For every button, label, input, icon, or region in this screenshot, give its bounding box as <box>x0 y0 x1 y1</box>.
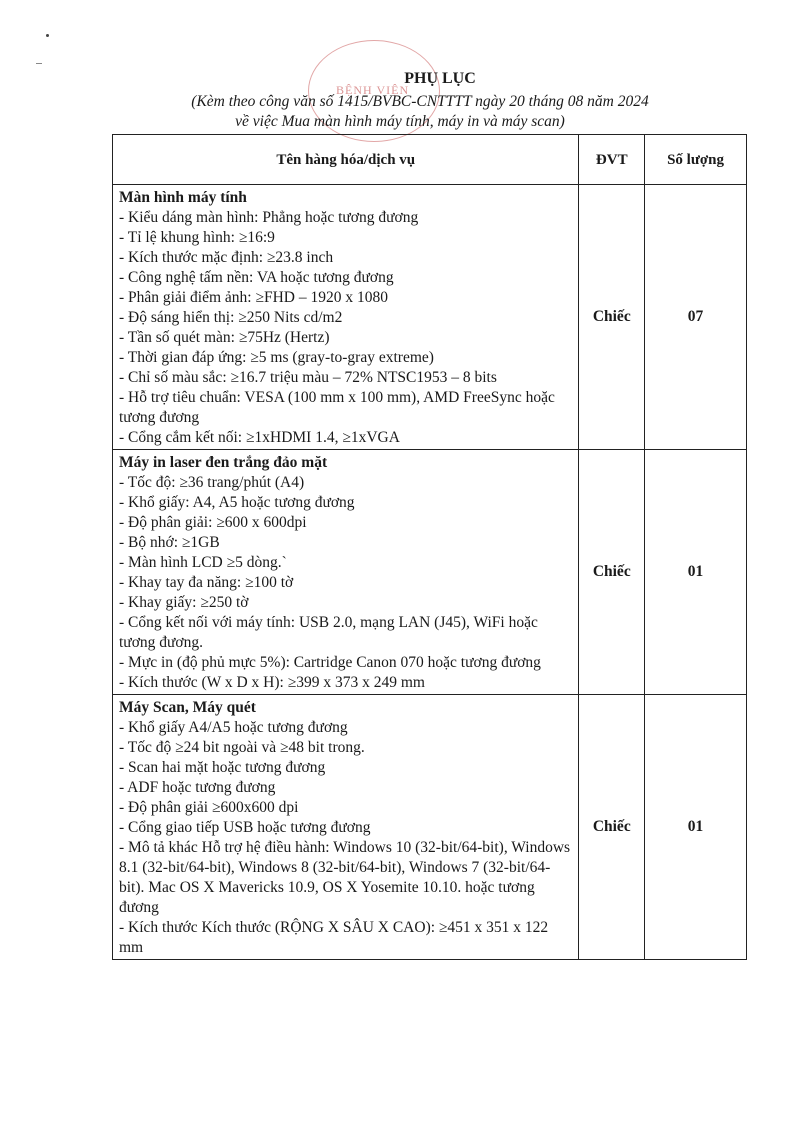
table-row <box>113 450 747 695</box>
quantity-cell: 07 <box>645 185 747 450</box>
spec-line: - Cổng cắm kết nối: ≥1xHDMI 1.4, ≥1xVGA <box>119 429 400 446</box>
page-title: PHỤ LỤC <box>404 70 476 87</box>
item-description <box>113 695 579 960</box>
unit-cell: Chiếc <box>579 695 645 960</box>
spec-line: - Kích thước (W x D x H): ≥399 x 373 x 249 mm <box>119 674 425 691</box>
table-header-row <box>113 135 747 185</box>
spec-line: - Cổng giao tiếp USB hoặc tương đương <box>119 819 371 836</box>
spec-line: - Scan hai mặt hoặc tương đương <box>119 759 326 776</box>
goods-table <box>112 134 747 960</box>
item-title: Máy in laser đen trắng đảo mặt <box>119 454 328 471</box>
spec-line: - Độ phân giải: ≥600 x 600dpi <box>119 514 307 531</box>
spec-line: - Công nghệ tấm nền: VA hoặc tương đương <box>119 269 394 286</box>
spec-line: - Kích thước Kích thước (RỘNG X SÂU X CAO): ≥451 x 351 x 122 mm <box>119 919 549 956</box>
spec-line: - Màn hình LCD ≥5 dòng.` <box>119 554 287 571</box>
table-row <box>113 695 747 960</box>
spec-line: - Phân giải điểm ảnh: ≥FHD – 1920 x 1080 <box>119 289 388 306</box>
spec-line: - Tỉ lệ khung hình: ≥16:9 <box>119 229 275 246</box>
spec-line: - Khổ giấy A4/A5 hoặc tương đương <box>119 719 348 736</box>
spec-line: - ADF hoặc tương đương <box>119 779 276 796</box>
spec-line: - Bộ nhớ: ≥1GB <box>119 534 220 551</box>
spec-line: - Tốc độ ≥24 bit ngoài và ≥48 bit trong. <box>119 739 365 756</box>
spec-line: - Khay giấy: ≥250 tờ <box>119 594 249 611</box>
header-goods-name: Tên hàng hóa/dịch vụ <box>113 135 579 185</box>
item-title: Màn hình máy tính <box>119 189 247 206</box>
spec-line: - Mực in (độ phủ mực 5%): Cartridge Canon 070 hoặc tương đương <box>119 654 541 671</box>
scan-speck <box>46 34 49 37</box>
item-title: Máy Scan, Máy quét <box>119 699 256 716</box>
subtitle-line-1: (Kèm theo công văn số 1415/BVBC-CNTTTT ngày 20 tháng 08 năm 2024 <box>191 93 649 110</box>
spec-line: - Độ sáng hiển thị: ≥250 Nits cd/m2 <box>119 309 343 326</box>
table-row <box>113 185 747 450</box>
subtitle-line-2: về việc Mua màn hình máy tính, máy in và máy scan) <box>235 113 565 130</box>
item-description <box>113 185 579 450</box>
item-description <box>113 450 579 695</box>
header-quantity: Số lượng <box>645 135 747 185</box>
unit-cell: Chiếc <box>579 450 645 695</box>
spec-line: - Tần số quét màn: ≥75Hz (Hertz) <box>119 329 330 346</box>
spec-line: - Mô tả khác Hỗ trợ hệ điều hành: Windows 10 (32-bit/64-bit), Windows 8.1 (32-bit/64-bit), Windows 8 (32-bit/64-bit), Windows 7 (32-bit/64-bit). Mac OS X Mavericks 10.9, OS X Yosemite 10.10. hoặc tương đương <box>119 839 571 916</box>
unit-cell: Chiếc <box>579 185 645 450</box>
seal-text: BỆNH VIỆN <box>336 83 410 97</box>
header-unit: ĐVT <box>579 135 645 185</box>
quantity-cell: 01 <box>645 695 747 960</box>
spec-line: - Tốc độ: ≥36 trang/phút (A4) <box>119 474 305 491</box>
quantity-cell: 01 <box>645 450 747 695</box>
spec-line: - Kiểu dáng màn hình: Phẳng hoặc tương đương <box>119 209 419 226</box>
spec-line: - Hỗ trợ tiêu chuẩn: VESA (100 mm x 100 mm), AMD FreeSync hoặc tương đương <box>119 389 555 426</box>
scan-speck <box>36 63 42 64</box>
spec-line: - Kích thước mặc định: ≥23.8 inch <box>119 249 334 266</box>
spec-line: - Khay tay đa năng: ≥100 tờ <box>119 574 294 591</box>
spec-line: - Độ phân giải ≥600x600 dpi <box>119 799 299 816</box>
spec-line: - Cổng kết nối với máy tính: USB 2.0, mạng LAN (J45), WiFi hoặc tương đương. <box>119 614 538 651</box>
spec-line: - Chỉ số màu sắc: ≥16.7 triệu màu – 72% NTSC1953 – 8 bits <box>119 369 497 386</box>
spec-line: - Khổ giấy: A4, A5 hoặc tương đương <box>119 494 355 511</box>
spec-line: - Thời gian đáp ứng: ≥5 ms (gray-to-gray extreme) <box>119 349 434 366</box>
